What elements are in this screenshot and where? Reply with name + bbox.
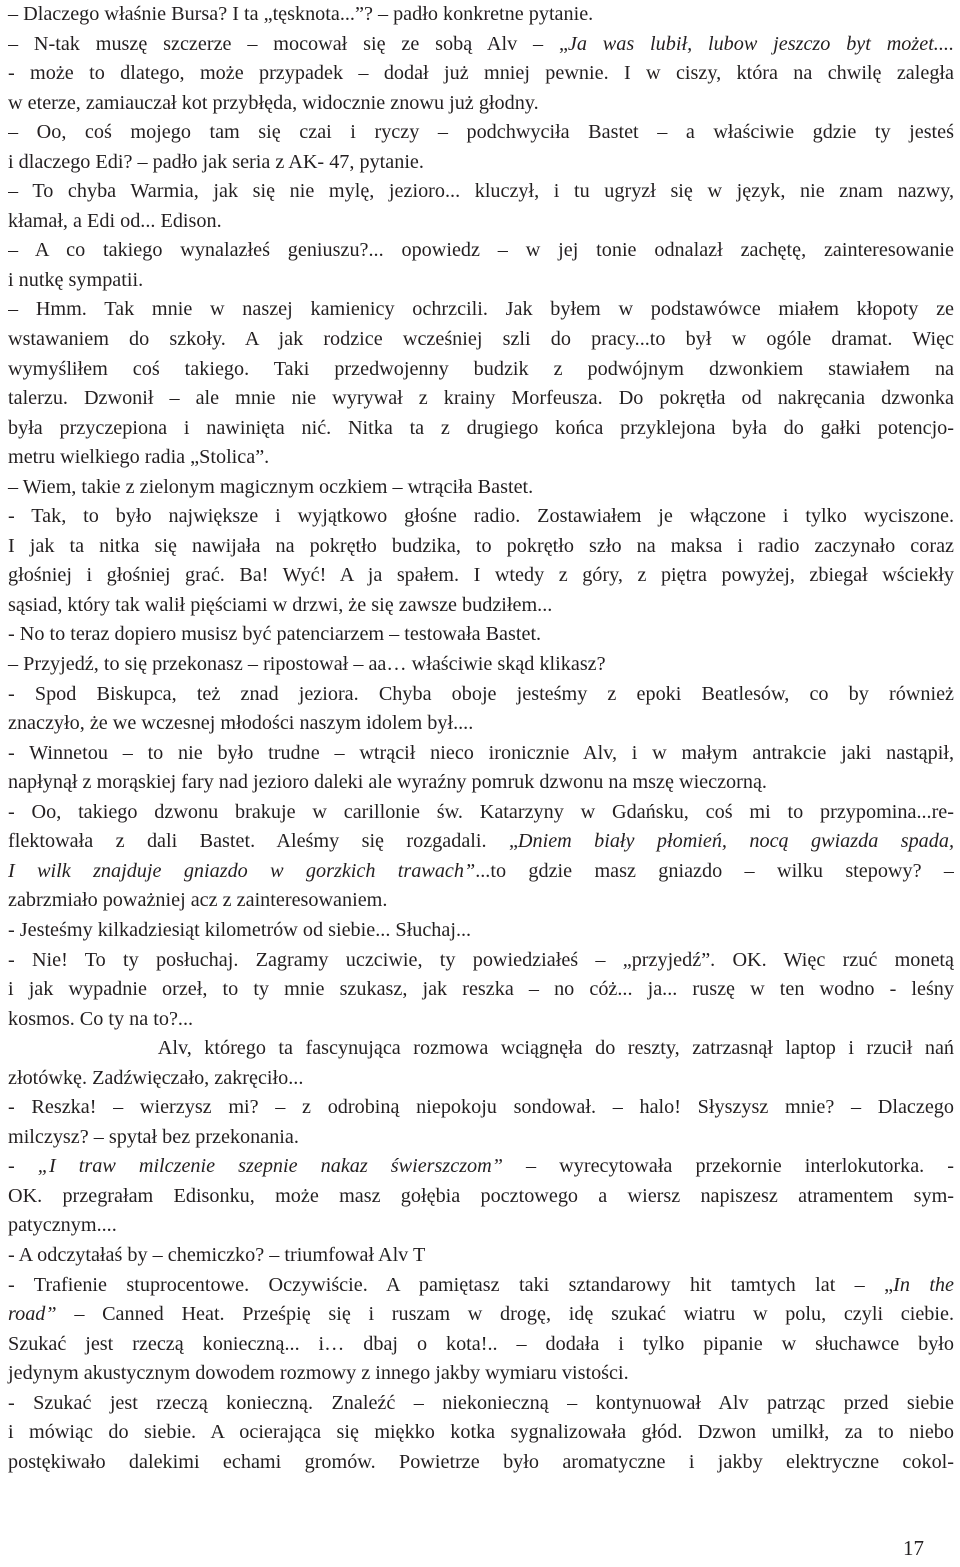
- text-line: Szukać jest rzeczą konieczną... i… dbaj o kota!.. – dodała i tylko pipanie w słuchawce było: [8, 1332, 954, 1355]
- text-line: – To chyba Warmia, jak się nie mylę, jezioro... kluczył, i tu ugryzł się w język, nie znam nazwy,: [8, 180, 954, 203]
- text-line: – N-tak muszę szczerze – mocował się ze sobą Alv – „Ja was lubił, lubow jeszczo byt możet....: [8, 32, 954, 55]
- text-line: sąsiad, który tak walił pięściami w drzwi, że się zawsze budziłem...: [8, 593, 553, 616]
- text-line: I wilk znajduje gniazdo w gorzkich trawach”...to gdzie masz gniazdo – wilku stepowy? –: [8, 859, 954, 882]
- text-line: OK. przegrałam Edisonku, może masz gołębia pocztowego a wiersz napiszesz atramentem sym-: [8, 1184, 954, 1207]
- text-line: metru wielkiego radia „Stolica”.: [8, 446, 270, 469]
- text-line: złotówkę. Zadźwięczało, zakręciło...: [8, 1066, 304, 1089]
- text-line: – Oo, coś mojego tam się czai i ryczy – podchwyciła Bastet – a właściwie gdzie ty jesteś: [8, 121, 954, 144]
- text-line: napłynął z morąskiej fary nad jezioro daleki ale wyraźny pomruk dzwonu na mszę wieczorną.: [8, 771, 767, 794]
- text-line: i jak wypadnie orzeł, to ty mnie szukasz, jak reszka – no cóż... ja... ruszę w ten wodno - leśny: [8, 978, 954, 1001]
- text-line: postękiwało dalekimi echami gromów. Powietrze było aromatyczne i jakby elektryczne cokol-: [8, 1450, 954, 1473]
- text-line: road” – Canned Heat. Prześpię się i ruszam w drogę, idę szukać wiatru w polu, czyli ciebie.: [8, 1303, 954, 1326]
- text-line: głośniej i głośniej grać. Ba! Wyć! A ja spałem. I wtedy z góry, z piętra powyżej, zbiegał wściekły: [8, 564, 954, 587]
- document-body: [8, 0, 954, 1477]
- text-line: kosmos. Co ty na to?...: [8, 1007, 194, 1030]
- text-line: - „I traw milczenie szepnie nakaz świerszczom” – wyrecytowała przekornie interlokutorka. -: [8, 1155, 954, 1178]
- text-line: I jak ta nitka się nawijała na pokrętło budzika, to pokrętło szło na maksa i radio zaczynało coraz: [8, 534, 954, 557]
- page-number: 17: [903, 1536, 924, 1560]
- text-line: zabrzmiało poważniej acz z zainteresowaniem.: [8, 889, 388, 912]
- text-line: – Hmm. Tak mnie w naszej kamienicy ochrzcili. Jak byłem w podstawówce miałem kłopoty ze: [8, 298, 954, 321]
- text-line: i mówiąc do siebie. A ocierająca się miękko kotka sygnalizowała głód. Dzwon umilkł, za to niebo: [8, 1421, 954, 1444]
- text-line: w eterze, zamiauczał kot przybłęda, widocznie znowu już głodny.: [8, 91, 539, 114]
- text-line: była przyczepiona i nawinięta nić. Nitka ta z drugiego końca przyklejona była do gałki potencjo-: [8, 416, 954, 439]
- text-line: i nutkę sympatii.: [8, 268, 144, 291]
- text-line: i dlaczego Edi? – padło jak seria z AK- 47, pytanie.: [8, 150, 424, 173]
- text-line: – A co takiego wynalazłeś geniuszu?... opowiedz – w jej tonie odnalazł zachętę, zainteresowanie: [8, 239, 954, 262]
- text-line: Alv, którego ta fascynująca rozmowa wciągnęła do reszty, zatrzasnął laptop i rzucił nań: [8, 1037, 954, 1060]
- text-line: - Winnetou – to nie było trudne – wtrącił nieco ironicznie Alv, i w małym antrakcie jaki nastąpił,: [8, 741, 954, 764]
- text-line: - Szukać jest rzeczą konieczną. Znaleźć – niekonieczną – kontynuował Alv patrząc przed siebie: [8, 1391, 954, 1414]
- text-line: - No to teraz dopiero musisz być patenciarzem – testowała Bastet.: [8, 623, 542, 646]
- text-line: - Nie! To ty posłuchaj. Zagramy uczciwie, ty powiedziałeś – „przyjedź”. OK. Więc rzuć monetą: [8, 948, 954, 971]
- text-line: - Tak, to było największe i wyjątkowo głośne radio. Zostawiałem je włączone i tylko wyciszone.: [8, 505, 954, 528]
- text-line: wstawaniem do szkoły. A jak rodzice wcześniej szli do pracy...to był w ogóle dramat. Więc: [8, 328, 954, 351]
- text-line: – Przyjedź, to się przekonasz – ripostował – aa… właściwie skąd klikasz?: [8, 653, 606, 676]
- text-line: - A odczytałaś by – chemiczko? – triumfował Alv T: [8, 1243, 426, 1266]
- text-line: – Wiem, takie z zielonym magicznym oczkiem – wtrąciła Bastet.: [8, 475, 534, 498]
- text-line: jedynym akustycznym dowodem rozmowy z innego jakby wymiaru vistości.: [8, 1362, 629, 1385]
- text-line: patycznym....: [8, 1214, 117, 1237]
- text-line: milczysz? – spytał bez przekonania.: [8, 1125, 299, 1148]
- text-line: – Dlaczego właśnie Bursa? I ta „tęsknota...”? – padło konkretne pytanie.: [8, 3, 594, 25]
- text-line: - Oo, takiego dzwonu brakuje w carillonie św. Katarzyny w Gdańsku, coś mi to przypomina...re-: [8, 800, 954, 823]
- text-line: - Spod Biskupca, też znad jeziora. Chyba oboje jesteśmy z epoki Beatlesów, co by również: [8, 682, 954, 705]
- text-line: - Jesteśmy kilkadziesiąt kilometrów od siebie... Słuchaj...: [8, 918, 472, 941]
- text-line: wymyśliłem coś takiego. Taki przedwojenny budzik z podwójnym dzwonkiem stawiałem na: [8, 357, 954, 380]
- text-line: - Reszka! – wierzysz mi? – z odrobiną niepokoju sondował. – halo! Słyszysz mnie? – Dlaczego: [8, 1096, 954, 1119]
- text-line: - może to dlatego, może przypadek – dodał już mniej pewnie. I w ciszy, która na chwilę zaległa: [8, 62, 954, 85]
- text-line: znaczyło, że we wczesnej młodości naszym idolem był....: [8, 712, 474, 735]
- text-line: kłamał, a Edi od... Edison.: [8, 209, 222, 232]
- text-line: talerzu. Dzwonił – ale mnie nie wyrywał z krainy Morfeusza. Do pokrętła od nakręcania dzwonka: [8, 387, 954, 410]
- text-line: flektowała z dali Bastet. Aleśmy się rozgadali. „Dniem biały płomień, nocą gwiazda spada,: [8, 830, 954, 853]
- text-line: - Trafienie stuprocentowe. Oczywiście. A pamiętasz taki sztandarowy hit tamtych lat – „In the: [8, 1273, 954, 1296]
